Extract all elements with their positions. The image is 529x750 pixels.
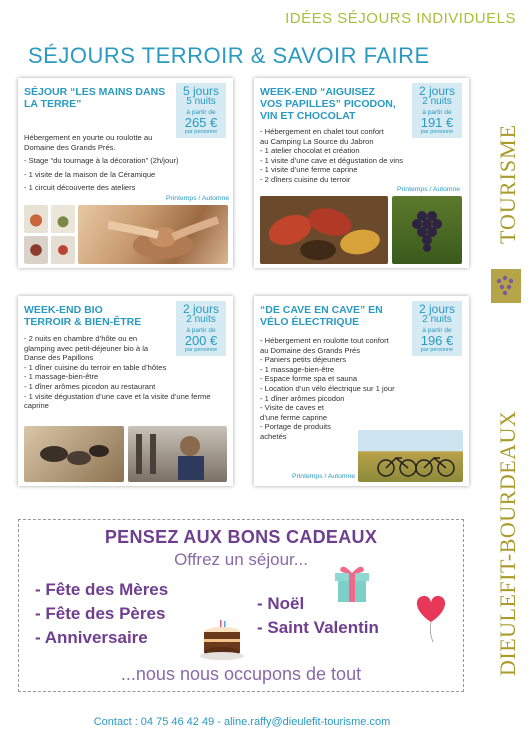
photo-bikes-vineyard [358,430,463,482]
card-title: WEEK-END BIO TERROIR & BIEN-ÊTRE [24,304,142,328]
gift-item-saint-valentin: - Saint Valentin [257,618,379,637]
card-description: - 2 nuits en chambre d’hôte ou en glamping avec petit-déjeuner bio à la Danse des Papillons - 1 dîner cuisine du terroir en table d’hôtes - 1 massage-bien-être - 1 dîner arômes picodon au restaurant - 1 visite dégustation d’une cave et la visite d’une ferme caprine [24,334,211,411]
gift-footer: ...nous nous occupons de tout [120,664,362,684]
gift-item-noel: - Noël [257,594,305,613]
birthday-cake-icon [198,618,246,662]
price-badge: 2 jours 2 nuits à partir de 191 € par personne [412,83,462,138]
stay-card-mains-dans-la-terre[interactable] [18,78,233,268]
page-title: SÉJOURS TERROIR & SAVOIR FAIRE [28,43,430,68]
gift-box-icon [332,562,372,604]
lavender-logo-icon [491,269,521,303]
gift-voucher-panel [18,519,464,692]
season-label: Printemps / Automne [166,195,230,202]
card-description: - Hébergement en roulotte tout confort au Domaine des Grands Prés - Paniers petits déjeuners - 1 massage-bien-être - Espace forme spa et sauna - Location d’un vélo électrique sur 1 jour - 1 dîner arômes picodon - Visite de caves et d’une ferme caprine - Portage de produits achetés [260,336,395,441]
card-title: “DE CAVE EN CAVE” EN VÉLO ÉLECTRIQUE [260,304,383,328]
stay-card-bio-terroir[interactable] [18,296,233,486]
gift-subtitle: Offrez un séjour... [174,550,308,569]
photo-massage-stones [24,426,124,482]
price-badge: 2 jours 2 nuits à partir de 200 € par personne [176,301,226,356]
price-badge: 2 jours 2 nuits à partir de 196 € par personne [412,301,462,356]
photo-wine-cellar [128,426,227,482]
photo-cocoa-pods [260,196,388,264]
card-description: - Hébergement en chalet tout confort au Camping La Source du Jabron - 1 atelier chocolat et création - 1 visite d’une cave et dégustation de vins - 1 visite d’une ferme caprine - 2 dîners cuisine du terroir [260,127,404,184]
gift-title: PENSEZ AUX BONS CADEAUX [104,527,378,547]
brand-word-tourisme: TOURISME [495,123,520,244]
season-label: Printemps / Automne [292,473,356,480]
card-description: Hébergement en yourte ou roulotte au Domaine des Grands Prés. - Stage “du tournage à la décoration” (2h/jour) - 1 visite de la maison de la Céramique - 1 circuit découverte des ateliers [24,133,179,193]
stay-card-aiguisez-vos-papilles[interactable] [254,78,469,268]
top-heading: IDÉES SÉJOURS INDIVIDUELS [285,10,516,27]
gift-item-fete-des-peres: - Fête des Pères [35,604,166,623]
photo-grapes [392,196,462,264]
card-title: WEEK-END “AIGUISEZ VOS PAPILLES” PICODON, VIN ET CHOCOLAT [260,86,396,122]
gift-item-anniversaire: - Anniversaire [35,628,148,647]
contact-line[interactable]: Contact : 04 75 46 42 49 - aline.raffy@dieulefit-tourisme.com [93,716,391,728]
brand-word-dieulefit-bourdeaux: DIEULEFIT-BOURDEAUX [495,410,520,676]
gift-item-fete-des-meres: - Fête des Mères [35,580,169,599]
photo-ceramics-3 [24,236,48,264]
stay-card-de-cave-en-cave[interactable] [254,296,469,486]
brand-vertical [491,84,521,696]
photo-ceramics-1 [24,205,48,233]
photo-ceramics-2 [51,205,75,233]
heart-balloon-icon [411,592,451,644]
photo-ceramics-4 [51,236,75,264]
season-label: Printemps / Automne [397,186,461,193]
card-title: SÉJOUR “LES MAINS DANS LA TERRE” [24,86,166,110]
price-badge: 5 jours 5 nuits à partir de 265 € par personne [176,83,226,138]
photo-pottery-wheel [78,205,228,264]
